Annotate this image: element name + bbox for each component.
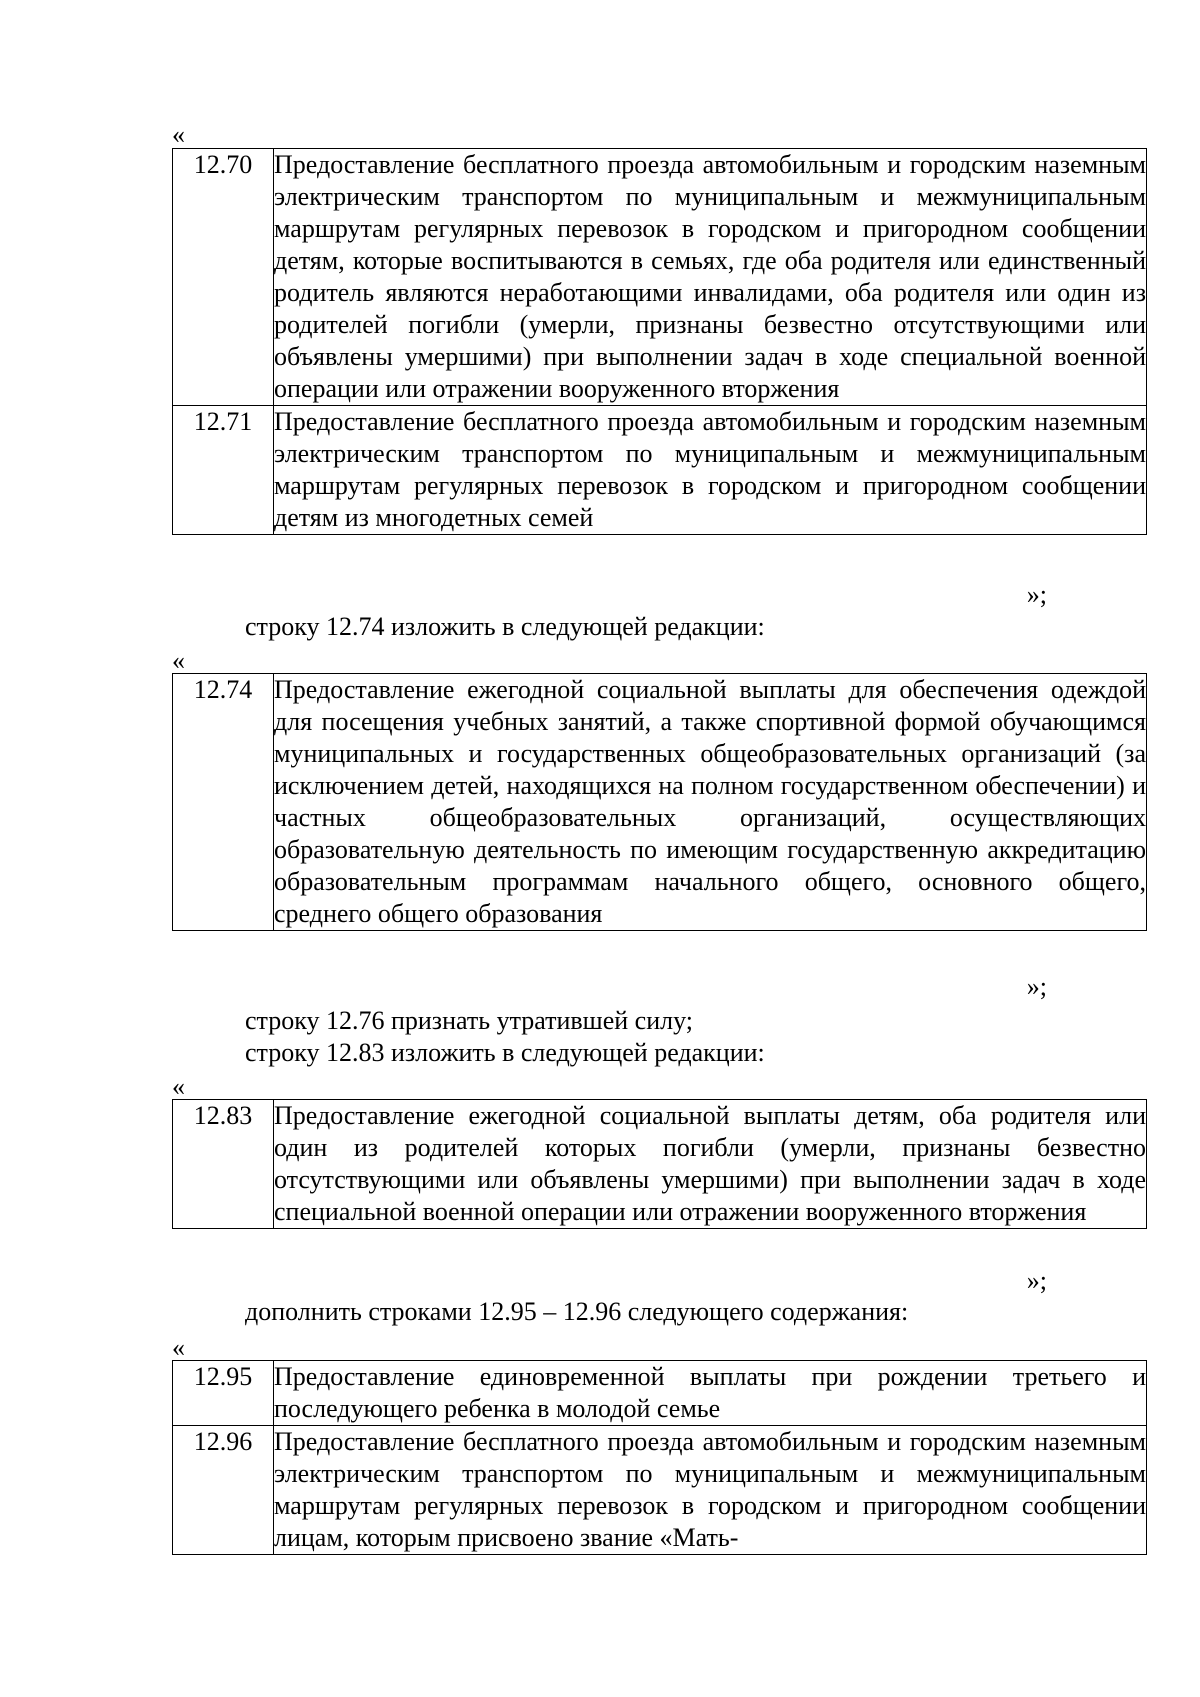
table-row [173, 1361, 1147, 1426]
row-number: 12.71 [173, 406, 274, 535]
opening-quote: « [172, 1333, 185, 1362]
instruction-paragraph: строку 12.76 признать утратившей силу; [245, 1006, 693, 1035]
table-row-12-74 [172, 673, 1147, 931]
table-row [173, 149, 1147, 406]
row-number: 12.96 [173, 1426, 274, 1555]
table-row [173, 1426, 1147, 1555]
opening-quote: « [172, 646, 185, 675]
instruction-paragraph: строку 12.74 изложить в следующей редакции: [245, 612, 765, 641]
closing-quote: »; [1026, 580, 1047, 609]
table-row [173, 1100, 1147, 1229]
row-number: 12.74 [173, 674, 274, 931]
row-number: 12.70 [173, 149, 274, 406]
row-description: Предоставление ежегодной социальной выплаты детям, оба родителя или один из родителей которых погибли (умерли, признаны безвестно отсутствующими или объявлены умершими) при выполнении задач в ходе специальной военной операции или отражении вооруженного вторжения [274, 1100, 1147, 1229]
opening-quote: « [172, 120, 185, 149]
row-description: Предоставление ежегодной социальной выплаты для обеспечения одеждой для посещения учебных занятий, а также спортивной формой обучающимся муниципальных и государственных общеобразовательных организаций (за исключением детей, находящихся на полном государственном обеспечении) и частных общеобразовательных организаций, осуществляющих образовательную деятельность по имеющим государственную аккредитацию образовательным программам начального общего, основного общего, среднего общего образования [274, 674, 1147, 931]
closing-quote: »; [1026, 1266, 1047, 1295]
table-row-12-83 [172, 1099, 1147, 1229]
instruction-paragraph: строку 12.83 изложить в следующей редакции: [245, 1038, 765, 1067]
row-description: Предоставление единовременной выплаты при рождении третьего и последующего ребенка в молодой семье [274, 1361, 1147, 1426]
table-row [173, 406, 1147, 535]
closing-quote: »; [1026, 972, 1047, 1001]
instruction-paragraph: дополнить строками 12.95 – 12.96 следующего содержания: [245, 1297, 909, 1326]
row-description: Предоставление бесплатного проезда автомобильным и городским наземным электрическим транспортом по муниципальным и межмуниципальным маршрутам регулярных перевозок в городском и пригородном сообщении детям из многодетных семей [274, 406, 1147, 535]
opening-quote: « [172, 1072, 185, 1101]
row-number: 12.83 [173, 1100, 274, 1229]
table-row [173, 674, 1147, 931]
table-rows-12-70-12-71 [172, 148, 1147, 535]
row-description: Предоставление бесплатного проезда автомобильным и городским наземным электрическим транспортом по муниципальным и межмуниципальным маршрутам регулярных перевозок в городском и пригородном сообщении детям, которые воспитываются в семьях, где оба родителя или единственный родитель являются неработающими инвалидами, оба родителя или один из родителей погибли (умерли, признаны безвестно отсутствующими или объявлены умершими) при выполнении задач в ходе специальной военной операции или отражении вооруженного вторжения [274, 149, 1147, 406]
row-number: 12.95 [173, 1361, 274, 1426]
table-rows-12-95-12-96 [172, 1360, 1147, 1555]
row-description: Предоставление бесплатного проезда автомобильным и городским наземным электрическим транспортом по муниципальным и межмуниципальным маршрутам регулярных перевозок в городском и пригородном сообщении лицам, которым присвоено звание «Мать- [274, 1426, 1147, 1555]
